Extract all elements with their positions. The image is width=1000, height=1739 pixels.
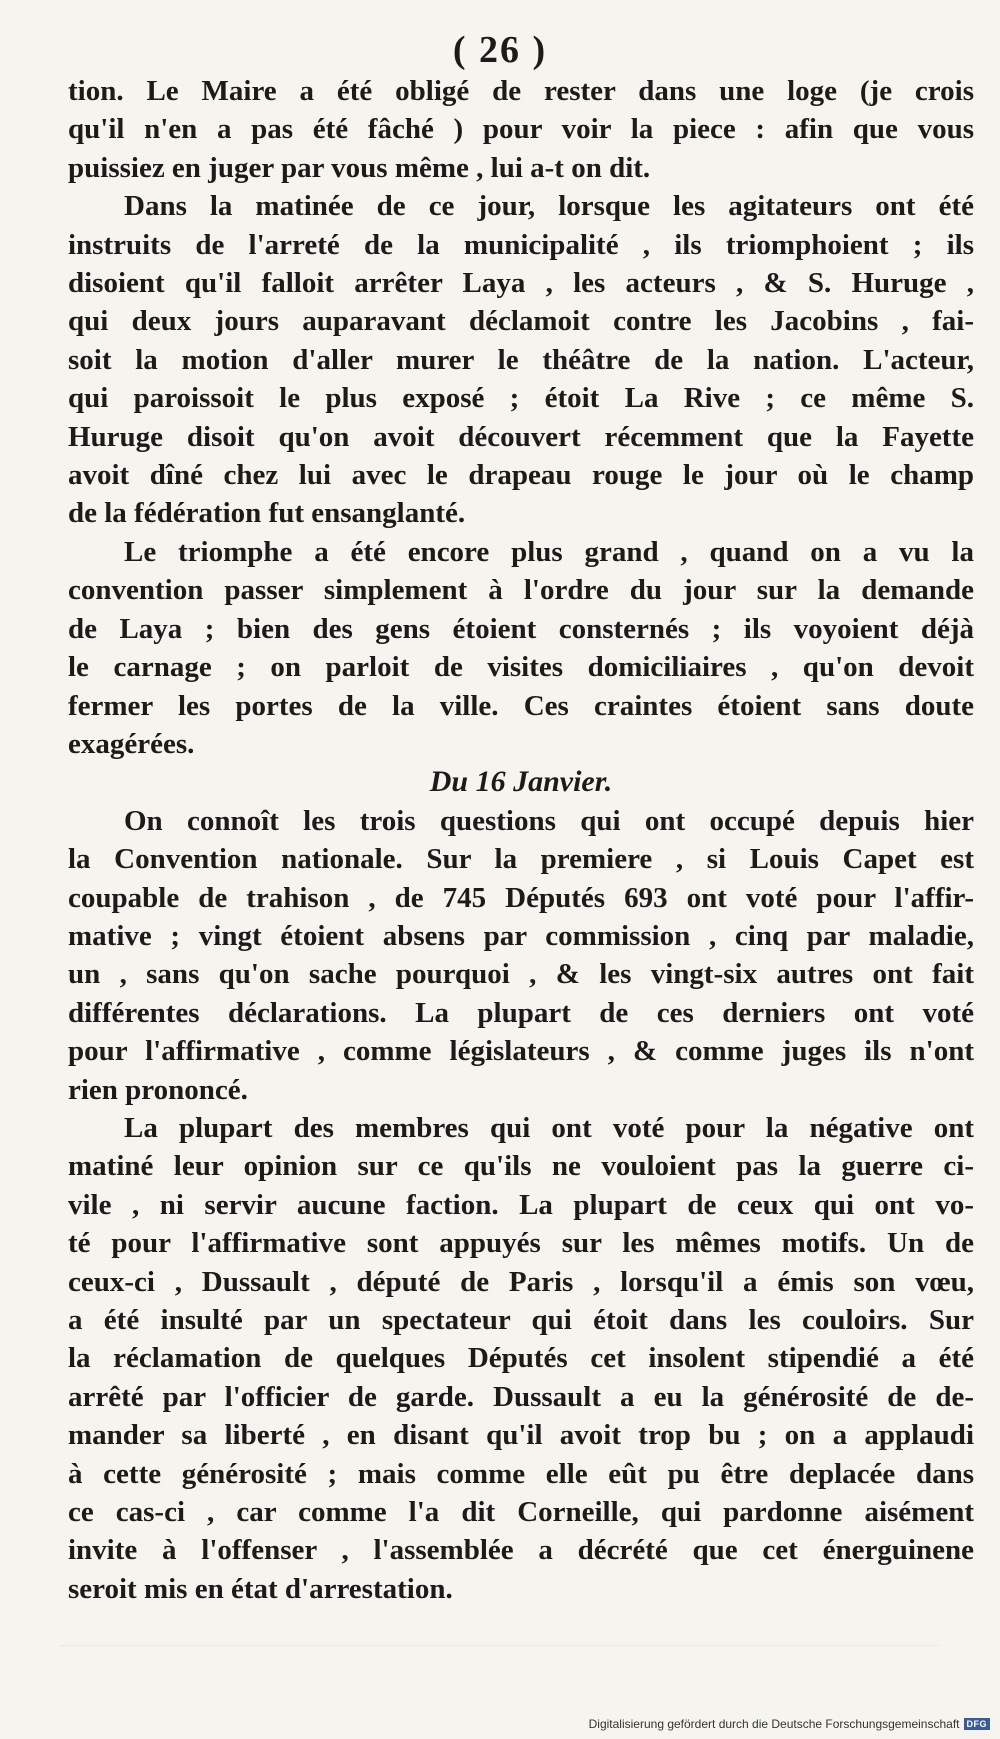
page-number: ( 26 ) bbox=[452, 29, 548, 71]
text-line: la réclamation de quelques Députés cet insolent stipendié a été bbox=[68, 1342, 974, 1375]
text-line: fermer les portes de la ville. Ces craintes étoient sans doute bbox=[68, 689, 974, 722]
text-line: un , sans qu'on sache pourquoi , & les vingt-six autres ont fait bbox=[68, 958, 974, 991]
text-line: coupable de trahison , de 745 Députés 693 ont voté pour l'affir- bbox=[68, 881, 974, 914]
text-line: différentes déclarations. La plupart de ces derniers ont voté bbox=[68, 996, 974, 1029]
footer bbox=[589, 1717, 990, 1731]
text-line: mander sa liberté , en disant qu'il avoit trop bu ; on a applaudi bbox=[68, 1419, 974, 1452]
bleed-through-divider bbox=[60, 1645, 940, 1658]
text-line: exagérées. bbox=[68, 727, 195, 760]
dfg-logo-icon: DFG bbox=[964, 1718, 991, 1730]
text-line: té pour l'affirmative sont appuyés sur les mêmes motifs. Un de bbox=[68, 1227, 974, 1260]
text-line: arrêté par l'officier de garde. Dussault a eu la générosité de de- bbox=[68, 1380, 974, 1413]
text-line: qu'il n'en a pas été fâché ) pour voir la piece : afin que vous bbox=[68, 113, 974, 146]
text-line: de la fédération fut ensanglanté. bbox=[68, 497, 466, 530]
body-text bbox=[68, 72, 974, 1608]
text-line: puissiez en juger par vous même , lui a-t on dit. bbox=[68, 151, 651, 184]
text-line: Dans la matinée de ce jour, lorsque les agitateurs ont été bbox=[124, 190, 974, 223]
text-line: instruits de l'arreté de la municipalité , ils triomphoient ; ils bbox=[68, 228, 974, 261]
text-line: La plupart des membres qui ont voté pour la négative ont bbox=[124, 1111, 974, 1144]
text-line: ceux-ci , Dussault , député de Paris , lorsqu'il a émis son vœu, bbox=[68, 1265, 974, 1298]
text-line: ce cas-ci , car comme l'a dit Corneille, qui pardonne aisément bbox=[68, 1496, 974, 1529]
text-line: invite à l'offenser , l'assemblée a décrété que cet énerguinene bbox=[68, 1534, 974, 1567]
text-line: a été insulté par un spectateur qui étoit dans les couloirs. Sur bbox=[68, 1304, 974, 1336]
text-line: Le triomphe a été encore plus grand , quand on a vu la bbox=[124, 535, 974, 568]
text-line: seroit mis en état d'arrestation. bbox=[68, 1572, 453, 1605]
text-line: convention passer simplement à l'ordre du jour sur la demande bbox=[68, 574, 974, 607]
text-line: disoient qu'il falloit arrêter Laya , les acteurs , & S. Huruge , bbox=[68, 267, 974, 300]
text-line: avoit dîné chez lui avec le drapeau rouge le jour où le champ bbox=[68, 459, 974, 492]
text-line: la Convention nationale. Sur la premiere , si Louis Capet est bbox=[68, 843, 974, 876]
text-line: Huruge disoit qu'on avoit découvert récemment que la Fayette bbox=[68, 420, 974, 453]
text-line: de Laya ; bien des gens étoient consternés ; ils voyoient déjà bbox=[68, 612, 974, 645]
section-heading: Du 16 Janvier. bbox=[429, 765, 613, 799]
text-line: pour l'affirmative , comme législateurs , & comme juges ils n'ont bbox=[68, 1035, 974, 1068]
text-line: à cette générosité ; mais comme elle eût pu être deplacée dans bbox=[68, 1457, 974, 1490]
text-line: tion. Le Maire a été obligé de rester dans une loge (je crois bbox=[68, 75, 974, 107]
text-line: On connoît les trois questions qui ont occupé depuis hier bbox=[124, 804, 974, 837]
text-line: qui deux jours auparavant déclamoit contre les Jacobins , fai- bbox=[68, 305, 974, 338]
text-line: vile , ni servir aucune faction. La plupart de ceux qui ont vo- bbox=[68, 1188, 974, 1221]
text-line: mative ; vingt étoient absens par commission , cinq par maladie, bbox=[68, 919, 974, 952]
text-line: qui paroissoit le plus exposé ; étoit La Rive ; ce même S. bbox=[68, 382, 974, 415]
text-line: rien prononcé. bbox=[68, 1073, 248, 1106]
text-line: soit la motion d'aller murer le théâtre de la nation. L'acteur, bbox=[68, 343, 974, 376]
text-line: matiné leur opinion sur ce qu'ils ne vouloient pas la guerre ci- bbox=[68, 1150, 974, 1183]
text-line: le carnage ; on parloit de visites domiciliaires , qu'on devoit bbox=[68, 651, 974, 684]
footer-text: Digitalisierung gefördert durch die Deutsche Forschungsgemeinschaft bbox=[588, 1717, 960, 1731]
